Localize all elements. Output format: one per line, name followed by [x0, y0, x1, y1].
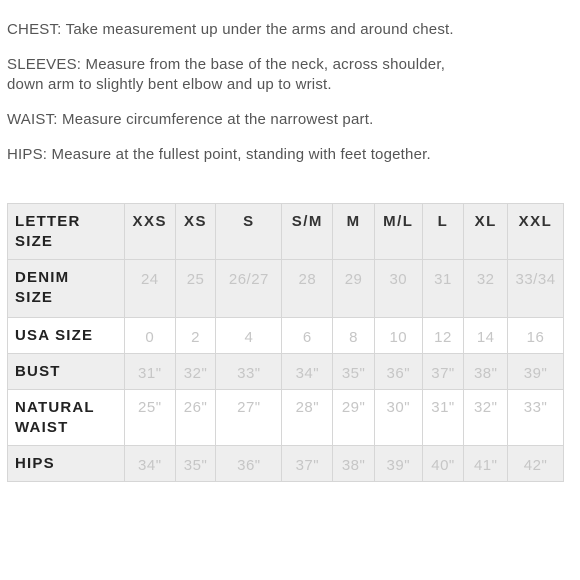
table-cell: 34" [282, 354, 333, 390]
letter-size-label-line1: LETTER [15, 213, 81, 230]
size-chart-table [7, 203, 564, 482]
table-cell: 26" [175, 390, 216, 446]
table-header-row [8, 204, 564, 260]
table-cell: 33/34 [508, 260, 564, 318]
table-cell: 35" [175, 446, 216, 482]
table-row-bust [8, 354, 564, 390]
denim-size-label [8, 260, 125, 318]
measurement-instructions [7, 20, 527, 180]
table-row-usa-size [8, 318, 564, 354]
table-cell: 24 [124, 260, 175, 318]
table-cell: 31" [124, 354, 175, 390]
size-header-xs: XS [175, 204, 216, 260]
size-header-m: M [333, 204, 375, 260]
size-header-xl: XL [464, 204, 508, 260]
table-cell: 30" [374, 390, 422, 446]
table-cell: 36" [374, 354, 422, 390]
denim-size-label-line1: DENIM [15, 269, 70, 286]
table-cell: 29" [333, 390, 375, 446]
bust-label: BUST [8, 354, 125, 390]
table-cell: 8 [333, 318, 375, 354]
table-cell: 26/27 [216, 260, 282, 318]
table-cell: 25" [124, 390, 175, 446]
table-cell: 31 [422, 260, 464, 318]
size-header-l: L [422, 204, 464, 260]
table-row-natural-waist [8, 390, 564, 446]
table-cell: 35" [333, 354, 375, 390]
sleeves-instruction-line1: SLEEVES: Measure from the base of the neck, across shoulder, [7, 56, 446, 73]
table-cell: 34" [124, 446, 175, 482]
table-cell: 33" [508, 390, 564, 446]
sleeves-instruction [7, 55, 527, 95]
hips-label: HIPS [8, 446, 125, 482]
table-cell: 41" [464, 446, 508, 482]
table-cell: 25 [175, 260, 216, 318]
table-cell: 32" [175, 354, 216, 390]
waist-instruction: WAIST: Measure circumference at the narrowest part. [7, 111, 374, 128]
letter-size-label [8, 204, 125, 260]
size-header-s: S [216, 204, 282, 260]
table-cell: 16 [508, 318, 564, 354]
letter-size-label-line2: SIZE [15, 233, 54, 250]
table-cell: 4 [216, 318, 282, 354]
table-cell: 6 [282, 318, 333, 354]
natural-waist-label [8, 390, 125, 446]
natural-waist-label-line2: WAIST [15, 419, 69, 436]
table-cell: 39" [508, 354, 564, 390]
table-cell: 12 [422, 318, 464, 354]
size-header-m-l: M/L [374, 204, 422, 260]
table-cell: 2 [175, 318, 216, 354]
table-cell: 38" [464, 354, 508, 390]
table-cell: 37" [422, 354, 464, 390]
table-cell: 30 [374, 260, 422, 318]
table-cell: 27" [216, 390, 282, 446]
size-header-xxl: XXL [508, 204, 564, 260]
table-cell: 28 [282, 260, 333, 318]
hips-instruction: HIPS: Measure at the fullest point, standing with feet together. [7, 146, 431, 163]
table-cell: 14 [464, 318, 508, 354]
size-header-xxs: XXS [124, 204, 175, 260]
natural-waist-label-line1: NATURAL [15, 399, 95, 416]
table-cell: 39" [374, 446, 422, 482]
sleeves-instruction-line2: down arm to slightly bent elbow and up to wrist. [7, 76, 332, 93]
table-cell: 33" [216, 354, 282, 390]
table-row-hips [8, 446, 564, 482]
table-cell: 37" [282, 446, 333, 482]
table-cell: 0 [124, 318, 175, 354]
table-cell: 28" [282, 390, 333, 446]
denim-size-label-line2: SIZE [15, 289, 54, 306]
table-cell: 32 [464, 260, 508, 318]
table-cell: 40" [422, 446, 464, 482]
table-cell: 42" [508, 446, 564, 482]
table-cell: 10 [374, 318, 422, 354]
table-cell: 29 [333, 260, 375, 318]
chest-instruction: CHEST: Take measurement up under the arms and around chest. [7, 21, 454, 38]
usa-size-label: USA SIZE [8, 318, 125, 354]
table-cell: 32" [464, 390, 508, 446]
size-header-s-m: S/M [282, 204, 333, 260]
table-row-denim [8, 260, 564, 318]
table-cell: 31" [422, 390, 464, 446]
table-cell: 36" [216, 446, 282, 482]
table-cell: 38" [333, 446, 375, 482]
